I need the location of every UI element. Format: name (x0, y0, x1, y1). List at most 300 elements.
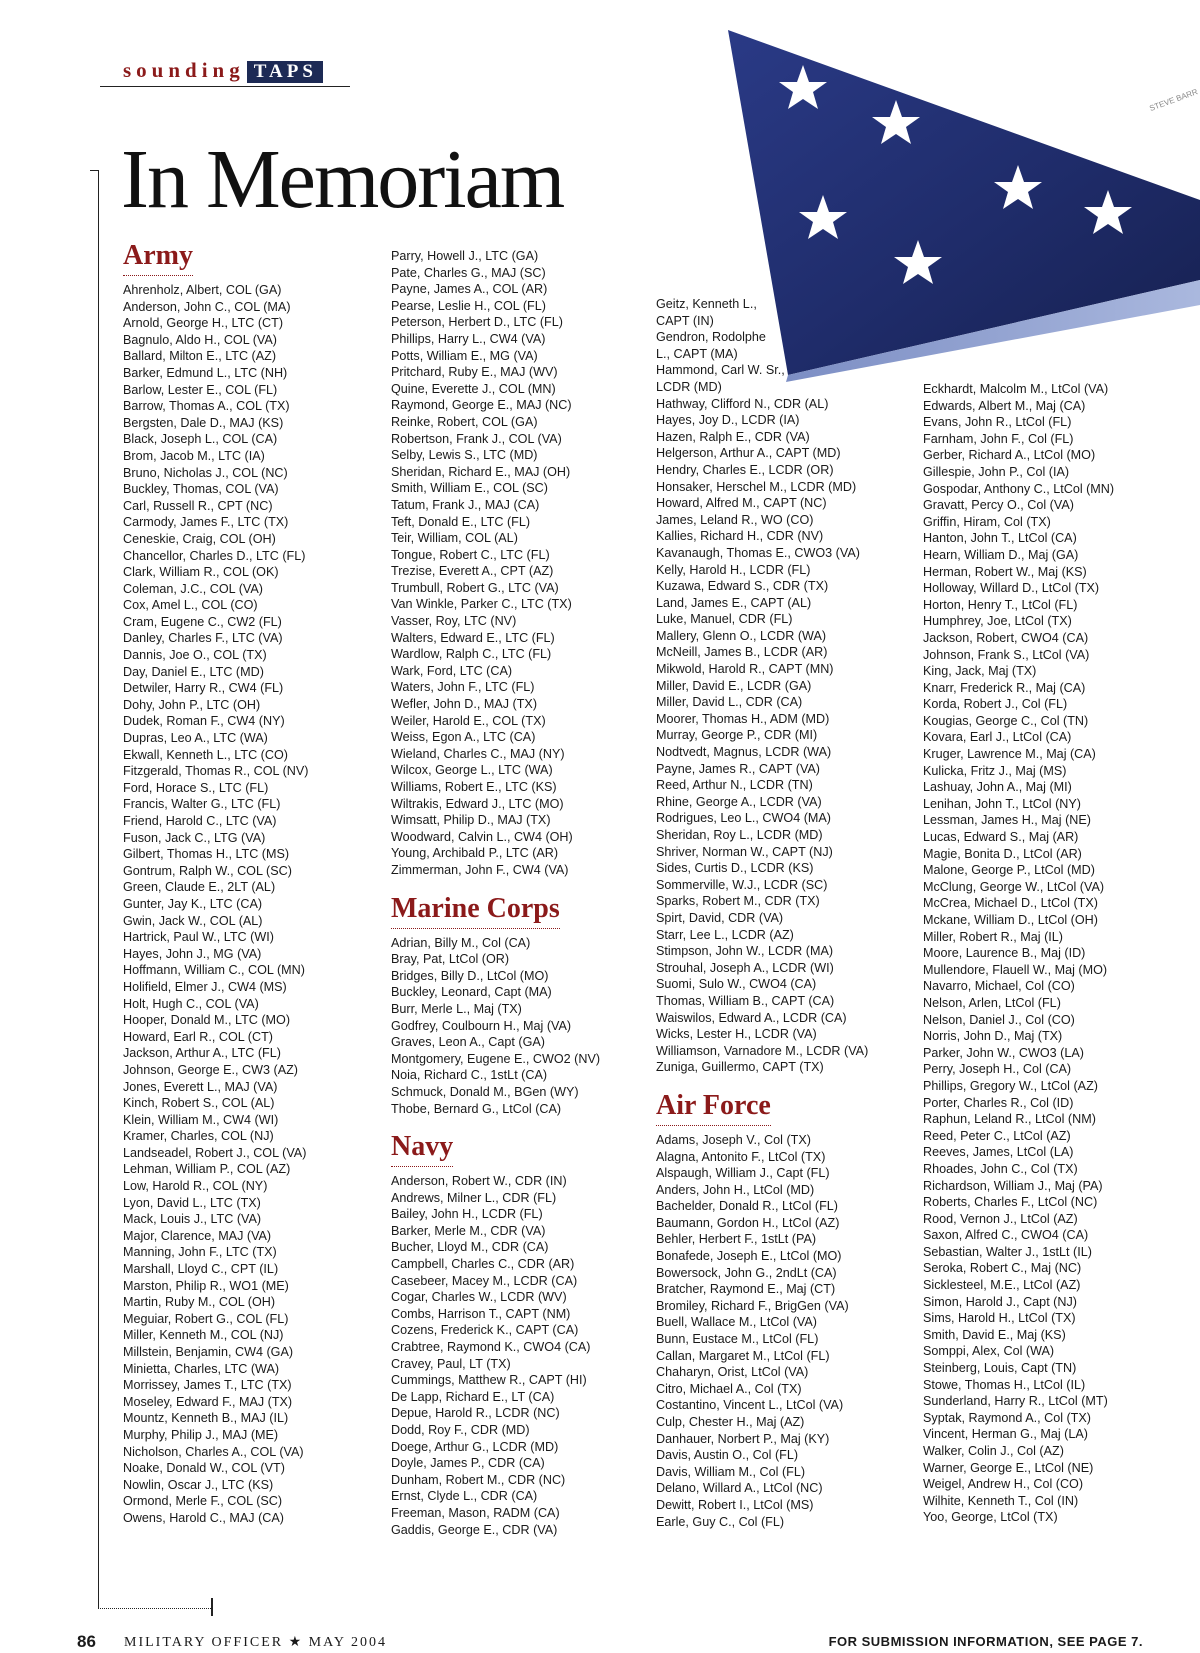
obituary-entry: Hearn, William D., Maj (GA) (923, 547, 1079, 562)
obituary-entry: Tatum, Frank J., MAJ (CA) (391, 497, 540, 512)
obituary-entry: Depue, Harold R., LCDR (NC) (391, 1406, 560, 1421)
obituary-entry: Hendry, Charles E., LCDR (OR) (656, 462, 834, 477)
frame-left-rule (98, 170, 99, 1609)
obituary-entry: Eckhardt, Malcolm M., LtCol (VA) (923, 382, 1109, 396)
obituary-entry: Bachelder, Donald R., LtCol (FL) (656, 1199, 838, 1214)
obituary-entry: Quine, Everette J., COL (MN) (391, 381, 556, 396)
obituary-entry: Robertson, Frank J., COL (VA) (391, 431, 562, 446)
obituary-entry: Dohy, John P., LTC (OH) (123, 697, 261, 712)
obituary-entry: Peterson, Herbert D., LTC (FL) (391, 315, 563, 330)
obituary-entry: Miller, Robert R., Maj (IL) (923, 929, 1063, 944)
obituary-entry: Miller, David L., CDR (CA) (656, 695, 803, 710)
obituary-entry: Wilcox, George L., LTC (WA) (391, 763, 553, 778)
obituary-entry: Smith, William E., COL (SC) (391, 481, 548, 496)
obituary-entry: Bromiley, Richard F., BrigGen (VA) (656, 1298, 849, 1313)
obituary-entry: Griffin, Hiram, Col (TX) (923, 514, 1051, 529)
obituary-entry: Alagna, Antonito F., LtCol (TX) (656, 1149, 826, 1164)
obituary-entry: Johnson, Frank S., LtCol (VA) (923, 647, 1090, 662)
navy-list-continued (656, 296, 891, 1076)
obituary-entry: Ekwall, Kenneth L., LTC (CO) (123, 747, 288, 762)
obituary-entry: Stowe, Thomas H., LtCol (IL) (923, 1377, 1086, 1392)
obituary-entry: Holifield, Elmer J., CW4 (MS) (123, 979, 287, 994)
obituary-entry: Sheridan, Roy L., LCDR (MD) (656, 828, 823, 842)
obituary-entry: Detwiler, Harry R., CW4 (FL) (123, 681, 284, 696)
obituary-entry: Waters, John F., LTC (FL) (391, 680, 535, 695)
obituary-entry: Starr, Lee L., LCDR (AZ) (656, 927, 794, 942)
obituary-entry: Nodtvedt, Magnus, LCDR (WA) (656, 745, 832, 760)
obituary-entry: Francis, Walter G., LTC (FL) (123, 797, 281, 812)
obituary-entry: Trumbull, Robert G., LTC (VA) (391, 580, 559, 595)
obituary-entry: Burr, Merle L., Maj (TX) (391, 1001, 522, 1016)
obituary-entry: Miller, Kenneth M., COL (NJ) (123, 1328, 284, 1343)
obituary-entry: Bonafede, Joseph E., LtCol (MO) (656, 1249, 842, 1264)
obituary-entry: Andrews, Milner L., CDR (FL) (391, 1190, 557, 1205)
obituary-entry: Buckley, Thomas, COL (VA) (123, 482, 279, 497)
obituary-entry: Costantino, Vincent L., LtCol (VA) (656, 1398, 844, 1413)
obituary-entry: Trezise, Everett A., CPT (AZ) (391, 564, 554, 579)
obituary-entry: Graves, Leon A., Capt (GA) (391, 1035, 545, 1050)
obituary-entry: Schmuck, Donald M., BGen (WY) (391, 1084, 579, 1099)
obituary-entry: Gwin, Jack W., COL (AL) (123, 913, 263, 928)
obituary-entry: Evans, John R., LtCol (FL) (923, 415, 1072, 430)
obituary-entry: Reinke, Robert, COL (GA) (391, 414, 538, 429)
obituary-entry: Thobe, Bernard G., LtCol (CA) (391, 1101, 562, 1116)
obituary-entry: Davis, William M., Col (FL) (656, 1464, 806, 1479)
obituary-entry: Hartrick, Paul W., LTC (WI) (123, 930, 274, 945)
obituary-entry: Tongue, Robert C., LTC (FL) (391, 547, 550, 562)
obituary-entry: Roberts, Charles F., LtCol (NC) (923, 1195, 1098, 1210)
obituary-entry: Land, James E., CAPT (AL) (656, 595, 812, 610)
obituary-entry: Pate, Charles G., MAJ (SC) (391, 265, 546, 280)
obituary-entry: Freeman, Mason, RADM (CA) (391, 1505, 560, 1520)
obituary-entry: Wefler, John D., MAJ (TX) (391, 697, 538, 712)
obituary-entry: Wicks, Lester H., LCDR (VA) (656, 1027, 817, 1042)
obituary-entry: Anderson, Robert W., CDR (IN) (391, 1174, 567, 1189)
obituary-entry: Selby, Lewis S., LTC (MD) (391, 448, 538, 463)
obituary-entry: Noia, Richard C., 1stLt (CA) (391, 1068, 548, 1083)
obituary-entry: Mallery, Glenn O., LCDR (WA) (656, 628, 827, 643)
obituary-entry: Montgomery, Eugene E., CWO2 (NV) (391, 1051, 601, 1066)
obituary-entry: Barlow, Lester E., COL (FL) (123, 382, 278, 397)
obituary-entry: Bratcher, Raymond E., Maj (CT) (656, 1282, 836, 1297)
obituary-entry: Dodd, Roy F., CDR (MD) (391, 1423, 530, 1437)
obituary-entry: Day, Daniel E., LTC (MD) (123, 664, 264, 679)
obituary-entry: Reed, Peter C., LtCol (AZ) (923, 1128, 1071, 1143)
obituary-entry: Woodward, Calvin L., CW4 (OH) (391, 829, 573, 844)
obituary-entry: Hooper, Donald M., LTC (MO) (123, 1013, 291, 1028)
obituary-entry: Chancellor, Charles D., LTC (FL) (123, 548, 306, 563)
obituary-entry: Knarr, Frederick R., Maj (CA) (923, 680, 1086, 695)
obituary-entry: Wardlow, Ralph C., LTC (FL) (391, 647, 552, 662)
obituary-entry: Sebastian, Walter J., 1stLt (IL) (923, 1244, 1092, 1259)
obituary-entry: Somppi, Alex, Col (WA) (923, 1344, 1055, 1359)
obituary-entry: Murphy, Philip J., MAJ (ME) (123, 1427, 279, 1442)
obituary-entry: Major, Clarence, MAJ (VA) (123, 1228, 272, 1243)
page-number: 86 (77, 1632, 96, 1651)
obituary-entry: Crabtree, Raymond K., CWO4 (CA) (391, 1340, 591, 1355)
obituary-entry: Helgerson, Arthur A., CAPT (MD) (656, 446, 841, 461)
obituary-entry: Nelson, Daniel J., Col (CO) (923, 1012, 1075, 1027)
obituary-entry: Mack, Louis J., LTC (VA) (123, 1212, 262, 1227)
obituary-entry: Raphun, Leland R., LtCol (NM) (923, 1112, 1096, 1127)
obituary-entry: Davis, Austin O., Col (FL) (656, 1448, 799, 1463)
obituary-entry: Bridges, Billy D., LtCol (MO) (391, 968, 549, 983)
obituary-entry: Dewitt, Robert I., LtCol (MS) (656, 1497, 814, 1512)
obituary-entry: James, Leland R., WO (CO) (656, 512, 814, 527)
obituary-entry: Low, Harold R., COL (NY) (123, 1179, 268, 1194)
obituary-entry: Kinch, Robert S., COL (AL) (123, 1096, 275, 1111)
obituary-entry: Bagnulo, Aldo H., COL (VA) (123, 332, 277, 347)
obituary-entry: Raymond, George E., MAJ (NC) (391, 398, 572, 413)
obituary-entry: Nowlin, Oscar J., LTC (KS) (123, 1477, 274, 1492)
obituary-entry: Gontrum, Ralph W., COL (SC) (123, 863, 292, 878)
obituary-entry: Alspaugh, William J., Capt (FL) (656, 1166, 830, 1181)
obituary-entry: Phillips, Gregory W., LtCol (AZ) (923, 1078, 1098, 1093)
obituary-entry: Kelly, Harold H., LCDR (FL) (656, 562, 811, 577)
obituary-entry: Kulicka, Fritz J., Maj (MS) (923, 763, 1067, 778)
obituary-entry: Hayes, Joy D., LCDR (IA) (656, 413, 800, 428)
obituary-entry: Teft, Donald E., LTC (FL) (391, 514, 531, 529)
obituary-entry: Shriver, Norman W., CAPT (NJ) (656, 844, 833, 859)
obituary-entry: Ahrenholz, Albert, COL (GA) (123, 283, 282, 297)
column-3 (656, 296, 891, 1530)
obituary-entry: Martin, Ruby M., COL (OH) (123, 1295, 276, 1310)
air-force-list (656, 1132, 891, 1530)
obituary-entry: Doege, Arthur G., LCDR (MD) (391, 1439, 559, 1454)
obituary-entry: Anders, John H., LtCol (MD) (656, 1182, 815, 1197)
obituary-entry: Dunham, Robert M., CDR (NC) (391, 1472, 566, 1487)
obituary-entry: King, Jack, Maj (TX) (923, 664, 1037, 679)
obituary-entry: Morrissey, James T., LTC (TX) (123, 1378, 292, 1393)
obituary-entry: Dupras, Leo A., LTC (WA) (123, 731, 268, 746)
obituary-entry: Luke, Manuel, CDR (FL) (656, 612, 793, 627)
obituary-entry: Cravey, Paul, LT (TX) (391, 1356, 511, 1371)
obituary-entry: Bucher, Lloyd M., CDR (CA) (391, 1240, 549, 1255)
frame-bottom-tick (211, 1598, 213, 1616)
obituary-entry: Moseley, Edward F., MAJ (TX) (123, 1394, 293, 1409)
obituary-entry: Saxon, Alfred C., CWO4 (CA) (923, 1228, 1089, 1243)
obituary-entry: Citro, Michael A., Col (TX) (656, 1381, 802, 1396)
obituary-entry: Simon, Harold J., Capt (NJ) (923, 1294, 1077, 1309)
obituary-entry: Millstein, Benjamin, CW4 (GA) (123, 1345, 294, 1359)
obituary-entry: Bruno, Nicholas J., COL (NC) (123, 465, 288, 480)
obituary-entry: Adrian, Billy M., Col (CA) (391, 935, 531, 950)
obituary-entry: Marston, Philip R., WO1 (ME) (123, 1278, 289, 1293)
obituary-entry: Richardson, William J., Maj (PA) (923, 1178, 1103, 1193)
obituary-entry: Lenihan, John T., LtCol (NY) (923, 796, 1081, 811)
navy-section (391, 1131, 631, 1538)
obituary-entry: Gunter, Jay K., LTC (CA) (123, 896, 263, 911)
obituary-entry: Chaharyn, Orist, LtCol (VA) (656, 1365, 809, 1380)
obituary-entry: Kavanaugh, Thomas E., CWO3 (VA) (656, 545, 860, 560)
obituary-entry: Cox, Amel L., COL (CO) (123, 598, 258, 613)
obituary-entry: Rodrigues, Leo L., CWO4 (MA) (656, 811, 831, 826)
obituary-entry: Fitzgerald, Thomas R., COL (NV) (123, 764, 309, 779)
obituary-entry: Sicklesteel, M.E., LtCol (AZ) (923, 1278, 1081, 1293)
obituary-entry: Kallies, Richard H., CDR (NV) (656, 529, 824, 544)
obituary-entry: Weigel, Andrew H., Col (CO) (923, 1477, 1084, 1492)
obituary-entry: Ford, Horace S., LTC (FL) (123, 780, 269, 795)
obituary-entry: Doyle, James P., CDR (CA) (391, 1456, 545, 1471)
obituary-entry: Kramer, Charles, COL (NJ) (123, 1129, 274, 1144)
obituary-entry: Noake, Donald W., COL (VT) (123, 1461, 285, 1476)
army-list-continued (391, 248, 631, 879)
army-list (123, 282, 363, 1527)
obituary-entry: Gospodar, Anthony C., LtCol (MN) (923, 481, 1115, 496)
section-title-army: Army (123, 240, 193, 276)
obituary-entry: Mountz, Kenneth B., MAJ (IL) (123, 1411, 289, 1426)
page-title: In Memoriam (121, 133, 564, 226)
obituary-entry: Minietta, Charles, LTC (WA) (123, 1361, 280, 1376)
obituary-entry: Marshall, Lloyd C., CPT (IL) (123, 1262, 279, 1277)
obituary-entry: Bergsten, Dale D., MAJ (KS) (123, 415, 284, 430)
obituary-entry: Coleman, J.C., COL (VA) (123, 581, 263, 596)
obituary-entry: McCrea, Michael D., LtCol (TX) (923, 896, 1098, 911)
obituary-entry: Pearse, Leslie H., COL (FL) (391, 298, 546, 313)
section-title-marine-corps: Marine Corps (391, 893, 560, 929)
obituary-entry: Nelson, Arlen, LtCol (FL) (923, 995, 1061, 1010)
obituary-entry: Johnson, George E., CW3 (AZ) (123, 1062, 298, 1077)
obituary-entry: Smith, David E., Maj (KS) (923, 1327, 1066, 1342)
obituary-entry: Ballard, Milton E., LTC (AZ) (123, 349, 277, 364)
obituary-entry: Carmody, James F., LTC (TX) (123, 515, 289, 530)
obituary-entry: Gerber, Richard A., LtCol (MO) (923, 448, 1096, 463)
obituary-entry: Meguiar, Robert G., COL (FL) (123, 1311, 289, 1326)
obituary-entry: LCDR (MD) (656, 379, 722, 394)
obituary-entry: Ceneskie, Craig, COL (OH) (123, 531, 276, 546)
obituary-entry: Sparks, Robert M., CDR (TX) (656, 894, 820, 909)
obituary-entry: Stimpson, John W., LCDR (MA) (656, 944, 834, 959)
obituary-entry: Barrow, Thomas A., COL (TX) (123, 399, 290, 414)
obituary-entry: Casebeer, Macey M., LCDR (CA) (391, 1273, 578, 1288)
obituary-entry: Wimsatt, Philip D., MAJ (TX) (391, 813, 551, 828)
obituary-entry: Black, Joseph L., COL (CA) (123, 432, 278, 447)
obituary-entry: Lashuay, John A., Maj (MI) (923, 780, 1072, 795)
obituary-entry: Godfrey, Coulbourn H., Maj (VA) (391, 1018, 572, 1033)
obituary-entry: Danhauer, Norbert P., Maj (KY) (656, 1431, 830, 1446)
obituary-entry: Malone, George P., LtCol (MD) (923, 863, 1095, 878)
obituary-entry: Lyon, David L., LTC (TX) (123, 1195, 261, 1210)
column-4 (923, 381, 1153, 1526)
obituary-entry: Spirt, David, CDR (VA) (656, 910, 784, 925)
obituary-entry: Mckane, William D., LtCol (OH) (923, 913, 1098, 927)
obituary-entry: Holloway, Willard D., LtCol (TX) (923, 581, 1100, 596)
obituary-entry: Seroka, Robert C., Maj (NC) (923, 1261, 1082, 1276)
obituary-entry: Edwards, Albert M., Maj (CA) (923, 398, 1086, 413)
obituary-entry: Yoo, George, LtCol (TX) (923, 1510, 1058, 1525)
obituary-entry: Bray, Pat, LtCol (OR) (391, 952, 510, 967)
obituary-entry: De Lapp, Richard E., LT (CA) (391, 1389, 555, 1404)
obituary-entry: Sheridan, Richard E., MAJ (OH) (391, 464, 571, 479)
obituary-entry: Behler, Herbert F., 1stLt (PA) (656, 1232, 817, 1247)
obituary-entry: Rhine, George A., LCDR (VA) (656, 794, 822, 809)
obituary-entry: Mullendore, Flauell W., Maj (MO) (923, 962, 1108, 977)
obituary-entry: Jones, Everett L., MAJ (VA) (123, 1079, 278, 1094)
obituary-entry: Gilbert, Thomas H., LTC (MS) (123, 847, 290, 862)
obituary-entry: Kovara, Earl J., LtCol (CA) (923, 730, 1072, 745)
obituary-entry: Magie, Bonita D., LtCol (AR) (923, 846, 1082, 861)
obituary-entry: Lucas, Edward S., Maj (AR) (923, 830, 1079, 845)
obituary-entry: Sunderland, Harry R., LtCol (MT) (923, 1394, 1108, 1409)
obituary-entry: Hathway, Clifford N., CDR (AL) (656, 396, 829, 411)
obituary-entry: Williams, Robert E., LTC (KS) (391, 780, 557, 794)
section-title-air-force: Air Force (656, 1090, 771, 1126)
obituary-entry: Walters, Edward E., LTC (FL) (391, 630, 555, 645)
obituary-entry: Moore, Laurence B., Maj (ID) (923, 946, 1086, 961)
marine-corps-section (391, 893, 631, 1118)
obituary-entry: Barker, Merle M., CDR (VA) (391, 1223, 546, 1238)
obituary-entry: Payne, James A., COL (AR) (391, 282, 548, 297)
obituary-entry: Wilhite, Kenneth T., Col (IN) (923, 1493, 1079, 1508)
obituary-entry: Dudek, Roman F., CW4 (NY) (123, 714, 285, 729)
obituary-entry: Reeves, James, LtCol (LA) (923, 1145, 1074, 1160)
column-1 (123, 240, 363, 1527)
obituary-entry: Arnold, George H., LTC (CT) (123, 316, 284, 331)
obituary-entry: Baumann, Gordon H., LtCol (AZ) (656, 1215, 840, 1230)
obituary-entry: Gendron, Rodolphe (656, 330, 766, 345)
obituary-entry: Strouhal, Joseph A., LCDR (WI) (656, 960, 834, 975)
obituary-entry: McClung, George W., LtCol (VA) (923, 879, 1105, 894)
section-kicker (123, 58, 323, 83)
obituary-entry: Moorer, Thomas H., ADM (MD) (656, 711, 830, 726)
obituary-entry: Teir, William, COL (AL) (391, 531, 518, 546)
obituary-entry: Brom, Jacob M., LTC (IA) (123, 448, 265, 463)
obituary-entry: Ernst, Clyde L., CDR (CA) (391, 1489, 538, 1504)
obituary-entry: Lessman, James H., Maj (NE) (923, 813, 1091, 828)
obituary-entry: Nicholson, Charles A., COL (VA) (123, 1444, 304, 1459)
army-section (123, 240, 363, 1527)
obituary-entry: Gaddis, George E., CDR (VA) (391, 1522, 558, 1537)
obituary-entry: Rood, Vernon J., LtCol (AZ) (923, 1211, 1078, 1226)
obituary-entry: Korda, Robert J., Col (FL) (923, 697, 1068, 712)
obituary-entry: Culp, Chester H., Maj (AZ) (656, 1415, 805, 1429)
navy-list (391, 1173, 631, 1538)
obituary-entry: Phillips, Harry L., CW4 (VA) (391, 331, 546, 346)
obituary-entry: Bailey, John H., LCDR (FL) (391, 1207, 543, 1222)
obituary-entry: Gravatt, Percy O., Col (VA) (923, 498, 1074, 513)
obituary-entry: Van Winkle, Parker C., LTC (TX) (391, 597, 572, 612)
submission-info: FOR SUBMISSION INFORMATION, SEE PAGE 7. (828, 1634, 1143, 1649)
obituary-entry: Weiss, Egon A., LTC (CA) (391, 730, 536, 745)
obituary-entry: Jackson, Arthur A., LTC (FL) (123, 1046, 281, 1061)
obituary-entry: Gillespie, John P., Col (IA) (923, 464, 1070, 479)
obituary-entry: Steinberg, Louis, Capt (TN) (923, 1361, 1077, 1376)
obituary-entry: Vasser, Roy, LTC (NV) (391, 614, 517, 629)
obituary-entry: Anderson, John C., COL (MA) (123, 299, 291, 314)
obituary-entry: Green, Claude E., 2LT (AL) (123, 880, 276, 895)
obituary-entry: Buell, Wallace M., LtCol (VA) (656, 1315, 817, 1330)
obituary-entry: Navarro, Michael, Col (CO) (923, 979, 1075, 994)
obituary-entry: Campbell, Charles C., CDR (AR) (391, 1257, 575, 1272)
obituary-entry: Delano, Willard A., LtCol (NC) (656, 1481, 823, 1496)
obituary-entry: Warner, George E., LtCol (NE) (923, 1460, 1094, 1475)
obituary-entry: Suomi, Sulo W., CWO4 (CA) (656, 977, 817, 992)
obituary-entry: McNeill, James B., LCDR (AR) (656, 645, 828, 660)
obituary-entry: Bowersock, John G., 2ndLt (CA) (656, 1265, 837, 1280)
obituary-entry: Thomas, William B., CAPT (CA) (656, 993, 835, 1008)
obituary-entry: Landseadel, Robert J., COL (VA) (123, 1145, 307, 1160)
obituary-entry: Vincent, Herman G., Maj (LA) (923, 1427, 1088, 1442)
obituary-entry: Sides, Curtis D., LCDR (KS) (656, 861, 814, 876)
obituary-entry: Norris, John D., Maj (TX) (923, 1029, 1063, 1044)
kicker-prefix: sounding (123, 58, 245, 82)
obituary-entry: Fuson, Jack C., LTG (VA) (123, 830, 266, 845)
obituary-entry: Ormond, Merle F., COL (SC) (123, 1494, 283, 1509)
marine-corps-list (391, 935, 631, 1118)
obituary-entry: Hayes, John J., MG (VA) (123, 946, 262, 961)
obituary-entry: Wiltrakis, Edward J., LTC (MO) (391, 796, 564, 811)
kicker-tag: TAPS (247, 61, 323, 83)
obituary-entry: Hammond, Carl W. Sr., (656, 363, 785, 378)
publication-line: MILITARY OFFICER ★ MAY 2004 (124, 1635, 388, 1650)
obituary-entry: Kougias, George C., Col (TN) (923, 713, 1089, 728)
obituary-entry: Earle, Guy C., Col (FL) (656, 1514, 785, 1529)
obituary-entry: L., CAPT (MA) (656, 346, 738, 361)
air-force-section (656, 1090, 891, 1530)
obituary-entry: Wieland, Charles C., MAJ (NY) (391, 746, 565, 761)
obituary-entry: Waiswilos, Edward A., LCDR (CA) (656, 1010, 847, 1025)
obituary-entry: Kruger, Lawrence M., Maj (CA) (923, 747, 1096, 762)
obituary-entry: Carl, Russell R., CPT (NC) (123, 498, 273, 513)
obituary-entry: Klein, William M., CW4 (WI) (123, 1112, 279, 1127)
obituary-entry: Hoffmann, William C., COL (MN) (123, 963, 305, 978)
obituary-entry: Reed, Arthur N., LCDR (TN) (656, 778, 813, 793)
obituary-entry: Pritchard, Ruby E., MAJ (WV) (391, 365, 558, 380)
obituary-entry: Young, Archibald P., LTC (AR) (391, 846, 559, 861)
obituary-entry: Kuzawa, Edward S., CDR (TX) (656, 579, 829, 594)
obituary-entry: Parry, Howell J., LTC (GA) (391, 249, 539, 263)
air-force-list-continued (923, 381, 1153, 1526)
obituary-entry: Sims, Harold H., LtCol (TX) (923, 1311, 1076, 1326)
obituary-entry: Murray, George P., CDR (MI) (656, 728, 818, 743)
obituary-entry: CAPT (IN) (656, 313, 714, 328)
obituary-entry: Farnham, John F., Col (FL) (923, 431, 1074, 446)
obituary-entry: Barker, Edmund L., LTC (NH) (123, 365, 288, 380)
obituary-entry: Honsaker, Herschel M., LCDR (MD) (656, 479, 857, 494)
obituary-entry: Humphrey, Joe, LtCol (TX) (923, 614, 1072, 629)
obituary-entry: Zuniga, Guillermo, CAPT (TX) (656, 1060, 824, 1075)
obituary-entry: Adams, Joseph V., Col (TX) (656, 1132, 811, 1147)
frame-bottom-rule (98, 1608, 211, 1609)
obituary-entry: Potts, William E., MG (VA) (391, 348, 538, 363)
obituary-entry: Sommerville, W.J., LCDR (SC) (656, 877, 828, 892)
photo-credit: STEVE BARR (1148, 87, 1199, 113)
obituary-entry: Cogar, Charles W., LCDR (WV) (391, 1290, 567, 1305)
obituary-entry: Holt, Hugh C., COL (VA) (123, 996, 259, 1011)
obituary-entry: Weiler, Harold E., COL (TX) (391, 713, 546, 728)
obituary-entry: Combs, Harrison T., CAPT (NM) (391, 1306, 571, 1321)
obituary-entry: Porter, Charles R., Col (ID) (923, 1095, 1074, 1110)
obituary-entry: Williamson, Varnadore M., LCDR (VA) (656, 1043, 869, 1058)
column-2 (391, 248, 631, 1538)
obituary-entry: Payne, James R., CAPT (VA) (656, 761, 821, 776)
obituary-entry: Danley, Charles F., LTC (VA) (123, 631, 283, 646)
obituary-entry: Mikwold, Harold R., CAPT (MN) (656, 662, 834, 677)
obituary-entry: Walker, Colin J., Col (AZ) (923, 1444, 1064, 1458)
obituary-entry: Cozens, Frederick K., CAPT (CA) (391, 1323, 579, 1338)
obituary-entry: Syptak, Raymond A., Col (TX) (923, 1410, 1091, 1425)
obituary-entry: Howard, Earl R., COL (CT) (123, 1029, 273, 1044)
obituary-entry: Dannis, Joe O., COL (TX) (123, 648, 267, 663)
obituary-entry: Horton, Henry T., LtCol (FL) (923, 597, 1078, 612)
obituary-entry: Buckley, Leonard, Capt (MA) (391, 985, 552, 1000)
kicker-rule (100, 86, 350, 87)
obituary-entry: Cummings, Matthew R., CAPT (HI) (391, 1373, 587, 1388)
obituary-entry: Zimmerman, John F., CW4 (VA) (391, 862, 569, 877)
obituary-entry: Cram, Eugene C., CW2 (FL) (123, 614, 282, 629)
obituary-entry: Hazen, Ralph E., CDR (VA) (656, 429, 810, 444)
obituary-entry: Jackson, Robert, CWO4 (CA) (923, 630, 1089, 645)
